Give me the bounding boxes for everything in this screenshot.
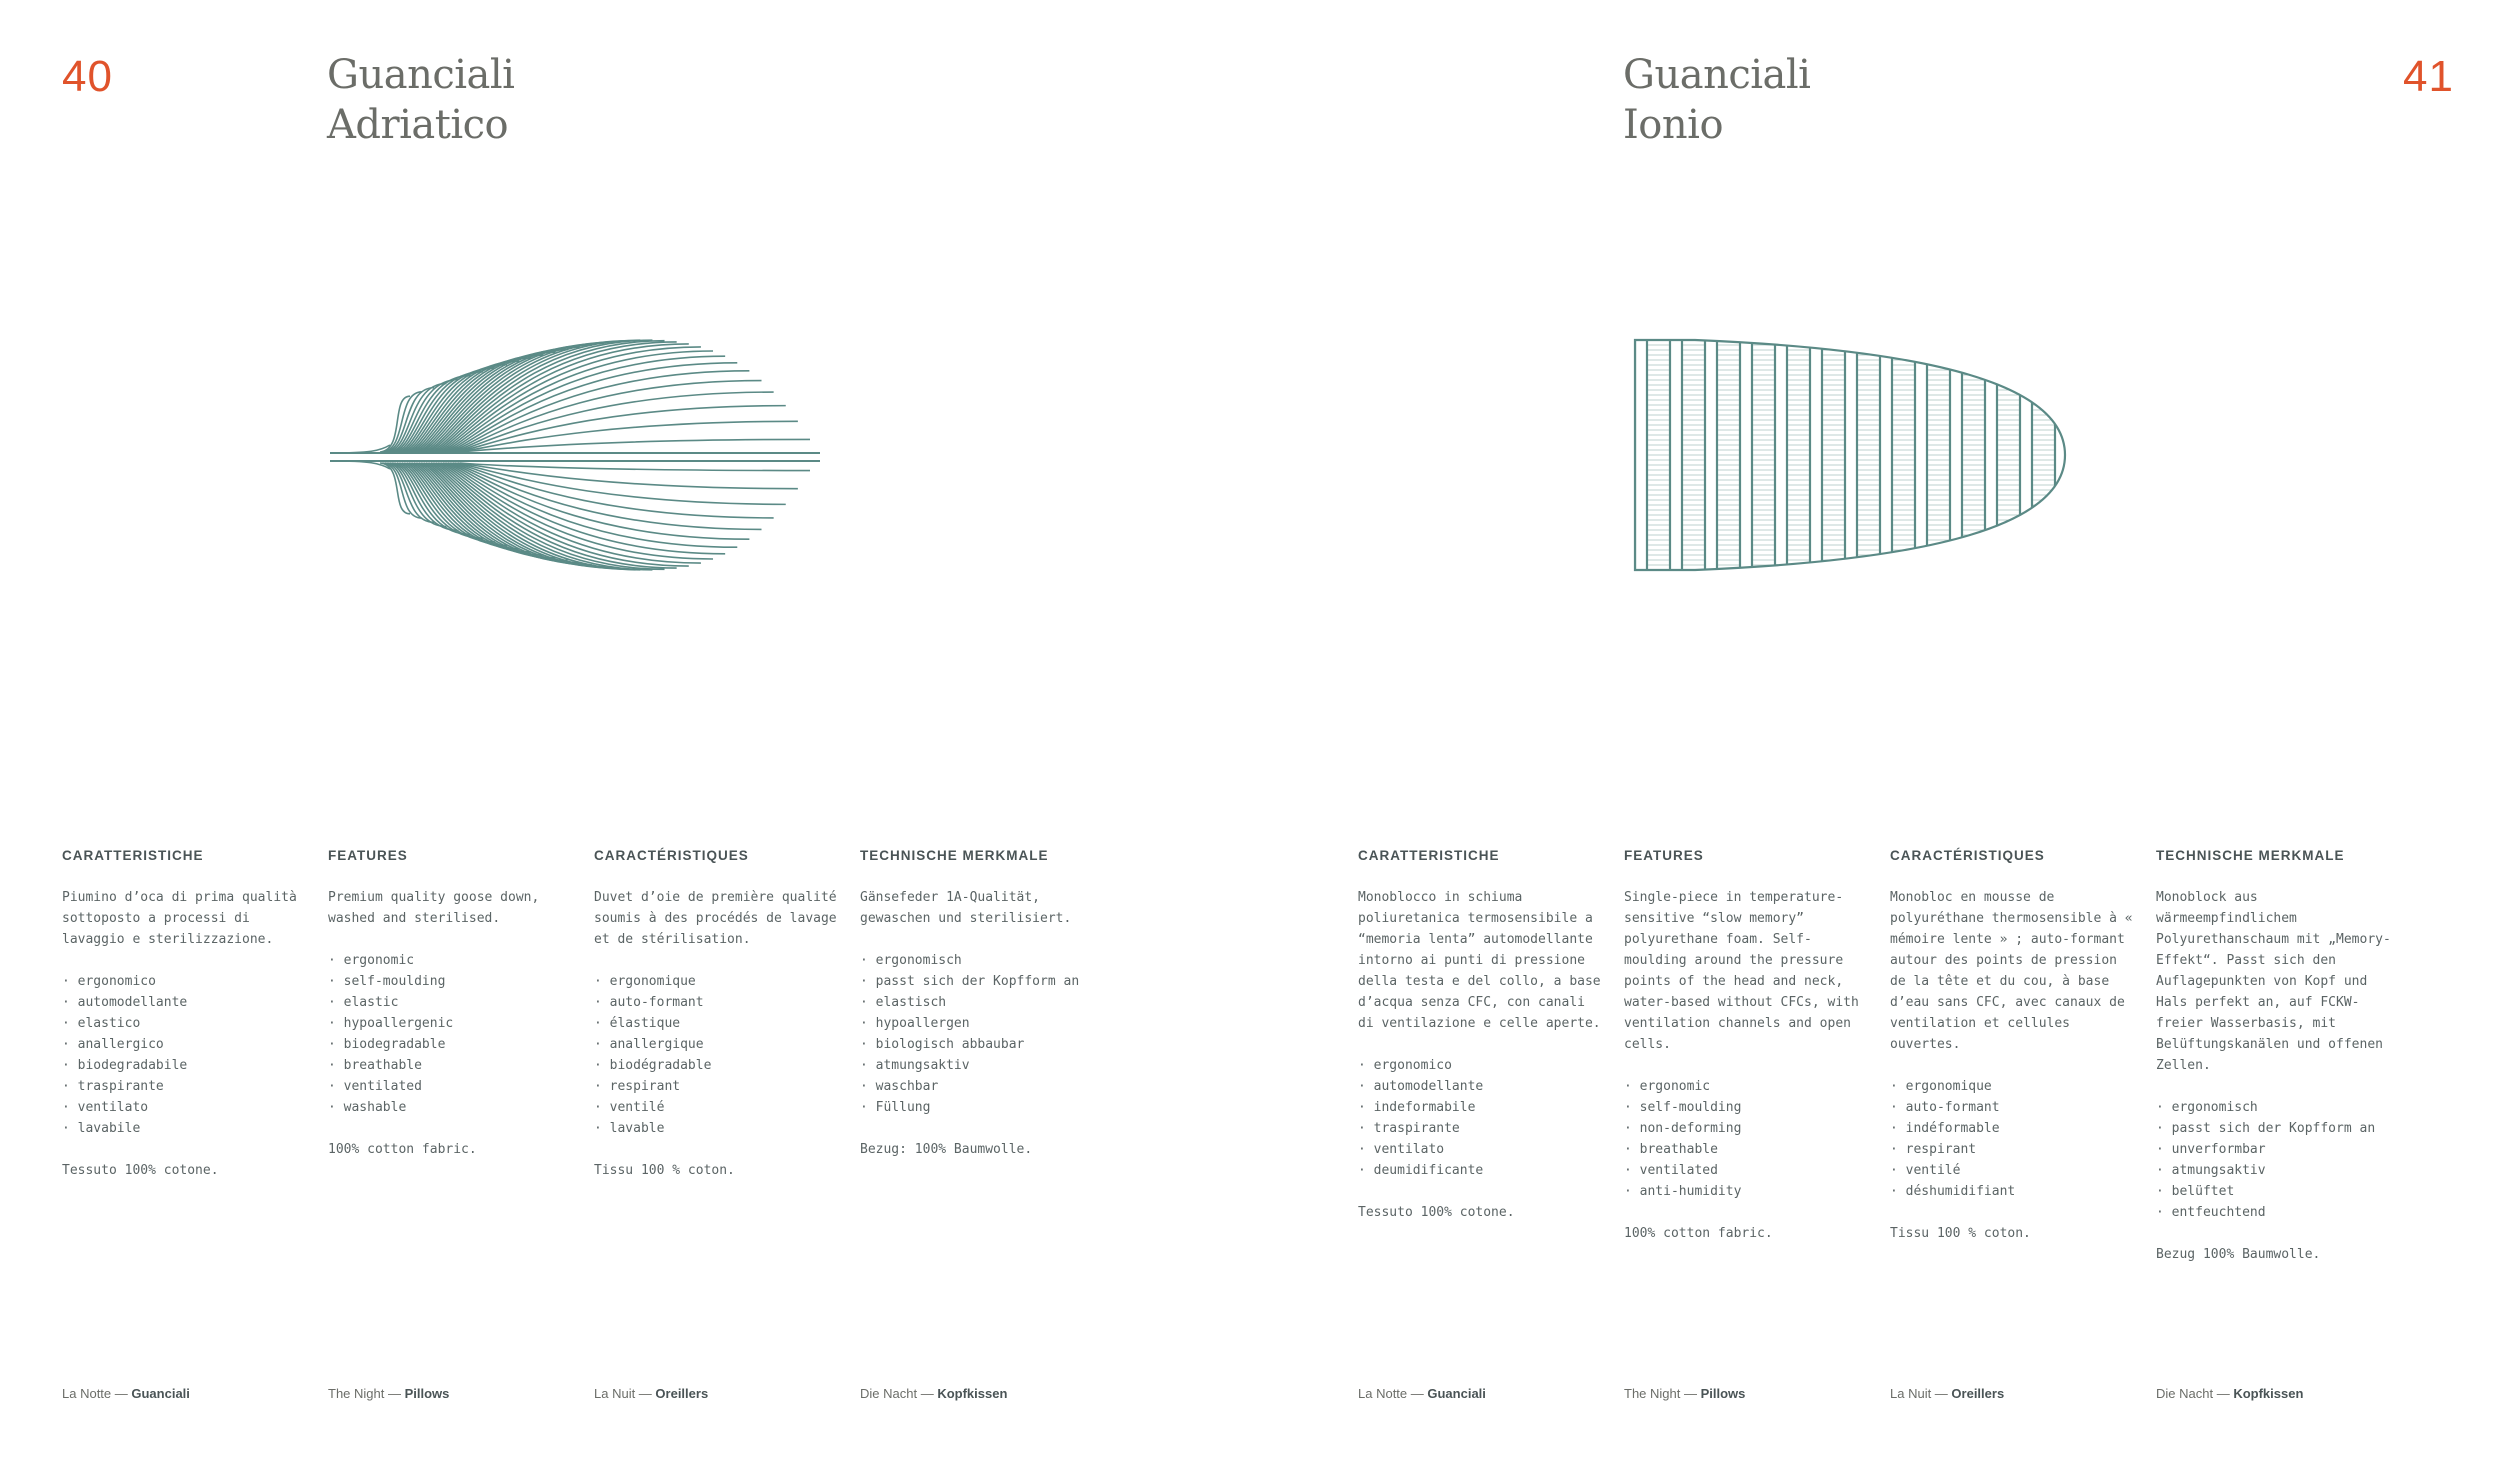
fabric-note: Bezug: 100% Baumwolle. (860, 1142, 1033, 1157)
footer-section: Pillows (404, 1386, 450, 1401)
footer-prefix: La Notte — (1358, 1386, 1428, 1401)
feature-list (1890, 1076, 2140, 1202)
list-item: · ergonomisch (2156, 1100, 2258, 1115)
column-description: Monoblocco in schiuma poliuretanica termosensibile a “memoria lenta” automodellante intorno ai punti di pressione della testa e del collo, a base d’acqua senza CFC, con canali di ventilazione e celle aperte. (1358, 890, 1601, 1031)
right-col-german (2156, 845, 2406, 1265)
list-item: · anallergico (62, 1037, 164, 1052)
list-item: · indéformable (1890, 1121, 2000, 1136)
column-heading: CARACTÉRISTIQUES (594, 848, 749, 863)
list-item: · non-deforming (1624, 1121, 1742, 1136)
list-item: · ventilated (328, 1079, 422, 1094)
page-number-left: 40 (62, 52, 113, 101)
pillow-bands (1635, 330, 2075, 580)
column-heading: FEATURES (1624, 848, 1704, 863)
list-item: · washable (328, 1100, 407, 1115)
column-description: Gänsefeder 1A-Qualität, gewaschen und sterilisiert. (860, 890, 1072, 926)
column-heading: FEATURES (328, 848, 408, 863)
feature-list (328, 950, 578, 1118)
list-item: · ergonomico (1358, 1058, 1452, 1073)
footer-prefix: La Nuit — (1890, 1386, 1952, 1401)
list-item: · ergonomico (62, 974, 156, 989)
list-item: · elastisch (860, 995, 947, 1010)
feature-list (2156, 1097, 2406, 1223)
list-item: · waschbar (860, 1079, 939, 1094)
list-item: · ergonomic (1624, 1079, 1711, 1094)
fabric-note: Bezug 100% Baumwolle. (2156, 1247, 2321, 1262)
fabric-note: Tessuto 100% cotone. (62, 1163, 219, 1178)
list-item: · passt sich der Kopfform an (2156, 1121, 2376, 1136)
page-number-right: 41 (2403, 52, 2454, 101)
feature-list (1358, 1055, 1608, 1181)
left-col-german (860, 845, 1110, 1160)
list-item: · ventilato (1358, 1142, 1445, 1157)
list-item: · belüftet (2156, 1184, 2235, 1199)
list-item: · automodellante (1358, 1079, 1484, 1094)
list-item: · entfeuchtend (2156, 1205, 2266, 1220)
footer-french-left (594, 1386, 708, 1401)
foam-pillow-illustration (1615, 330, 2075, 580)
list-item: · ergonomisch (860, 953, 962, 968)
footer-prefix: La Nuit — (594, 1386, 656, 1401)
page-title-left (327, 50, 514, 150)
list-item: · hypoallergen (860, 1016, 970, 1031)
column-description: Duvet d’oie de première qualité soumis à des procédés de lavage et de stérilisation. (594, 890, 837, 947)
list-item: · indeformabile (1358, 1100, 1476, 1115)
list-item: · unverformbar (2156, 1142, 2266, 1157)
fabric-note: 100% cotton fabric. (1624, 1226, 1773, 1241)
right-col-french (1890, 845, 2140, 1244)
list-item: · hypoallergenic (328, 1016, 454, 1031)
list-item: · ventilé (594, 1100, 665, 1115)
left-col-french (594, 845, 844, 1181)
feather-barb (460, 439, 810, 452)
footer-prefix: The Night — (1624, 1386, 1701, 1401)
list-item: · ventilated (1624, 1163, 1718, 1178)
list-item: · ventilato (62, 1100, 149, 1115)
list-item: · respirant (1890, 1142, 1977, 1157)
column-heading: CARATTERISTICHE (62, 848, 204, 863)
column-description: Piumino d’oca di prima qualità sottoposto a processi di lavaggio e sterilizzazione. (62, 890, 297, 947)
feature-list (860, 950, 1110, 1118)
list-item: · traspirante (62, 1079, 164, 1094)
list-item: · atmungsaktiv (2156, 1163, 2266, 1178)
column-description: Monoblock aus wärmeempfindlichem Polyurethanschaum mit „Memory-Effekt“. Passt sich den Auflagepunkten von Kopf und Hals perfekt an, auf FCKW-freier Wasserbasis, mit Belüftungskanälen und offenen Zellen. (2156, 890, 2391, 1073)
footer-section: Kopfkissen (2233, 1386, 2304, 1401)
column-heading: CARATTERISTICHE (1358, 848, 1500, 863)
right-col-italian (1358, 845, 1608, 1223)
footer-section: Oreillers (655, 1386, 709, 1401)
column-description: Single-piece in temperature-sensitive “slow memory” polyurethane foam. Self-moulding around the pressure points of the head and neck, water-based without CFCs, with ventilation channels and open cells. (1624, 890, 1859, 1052)
list-item: · ventilé (1890, 1163, 1961, 1178)
list-item: · biologisch abbaubar (860, 1037, 1025, 1052)
right-col-english (1624, 845, 1874, 1244)
left-col-english (328, 845, 578, 1160)
list-item: · élastique (594, 1016, 681, 1031)
list-item: · ergonomique (1890, 1079, 1992, 1094)
footer-prefix: The Night — (328, 1386, 405, 1401)
list-item: · passt sich der Kopfform an (860, 974, 1080, 989)
list-item: · anti-humidity (1624, 1184, 1742, 1199)
column-heading: CARACTÉRISTIQUES (1890, 848, 2045, 863)
list-item: · déshumidifiant (1890, 1184, 2016, 1199)
footer-german-left (860, 1386, 1007, 1401)
feather-tail (330, 445, 390, 469)
fabric-note: Tessuto 100% cotone. (1358, 1205, 1515, 1220)
footer-english-left (328, 1386, 449, 1401)
list-item: · Füllung (860, 1100, 931, 1115)
list-item: · biodegradabile (62, 1058, 188, 1073)
goose-down-feather-illustration (320, 325, 840, 585)
column-heading: TECHNISCHE MERKMALE (2156, 848, 2345, 863)
list-item: · automodellante (62, 995, 188, 1010)
footer-section: Kopfkissen (937, 1386, 1008, 1401)
footer-section: Pillows (1700, 1386, 1746, 1401)
list-item: · breathable (1624, 1142, 1718, 1157)
list-item: · traspirante (1358, 1121, 1460, 1136)
fabric-note: Tissu 100 % coton. (594, 1163, 735, 1178)
list-item: · anallergique (594, 1037, 704, 1052)
title-line2: Adriatico (327, 102, 509, 148)
footer-prefix: Die Nacht — (2156, 1386, 2234, 1401)
footer-section: Guanciali (1427, 1386, 1486, 1401)
title-line2: Ionio (1623, 102, 1724, 148)
feather-barb (460, 463, 810, 471)
list-item: · elastico (62, 1016, 141, 1031)
left-col-italian (62, 845, 312, 1181)
fabric-note: Tissu 100 % coton. (1890, 1226, 2031, 1241)
footer-french-right (1890, 1386, 2004, 1401)
footer-german-right (2156, 1386, 2303, 1401)
list-item: · lavabile (62, 1121, 141, 1136)
list-item: · ergonomique (594, 974, 696, 989)
list-item: · deumidificante (1358, 1163, 1484, 1178)
list-item: · ergonomic (328, 953, 415, 968)
feature-list (62, 971, 312, 1139)
list-item: · auto-formant (1890, 1100, 2000, 1115)
footer-english-right (1624, 1386, 1745, 1401)
feature-list (1624, 1076, 1874, 1202)
title-line1: Guanciali (327, 52, 515, 98)
column-description: Premium quality goose down, washed and sterilised. (328, 890, 540, 926)
list-item: · atmungsaktiv (860, 1058, 970, 1073)
footer-prefix: Die Nacht — (860, 1386, 938, 1401)
list-item: · elastic (328, 995, 399, 1010)
column-heading: TECHNISCHE MERKMALE (860, 848, 1049, 863)
list-item: · respirant (594, 1079, 681, 1094)
list-item: · biodegradable (328, 1037, 446, 1052)
footer-section: Oreillers (1951, 1386, 2005, 1401)
footer-prefix: La Notte — (62, 1386, 132, 1401)
list-item: · self-moulding (1624, 1100, 1742, 1115)
list-item: · self-moulding (328, 974, 446, 989)
feature-list (594, 971, 844, 1139)
footer-italian-right (1358, 1386, 1486, 1401)
page-title-right (1623, 50, 1810, 150)
column-description: Monobloc en mousse de polyuréthane thermosensible à « mémoire lente » ; auto-formant autour des points de pression de la tête et du cou, à base d’eau sans CFC, avec canaux de ventilation et cellules ouvertes. (1890, 890, 2133, 1052)
footer-italian-left (62, 1386, 190, 1401)
fabric-note: 100% cotton fabric. (328, 1142, 477, 1157)
list-item: · lavable (594, 1121, 665, 1136)
title-line1: Guanciali (1623, 52, 1811, 98)
list-item: · biodégradable (594, 1058, 712, 1073)
footer-section: Guanciali (131, 1386, 190, 1401)
list-item: · breathable (328, 1058, 422, 1073)
list-item: · auto-formant (594, 995, 704, 1010)
